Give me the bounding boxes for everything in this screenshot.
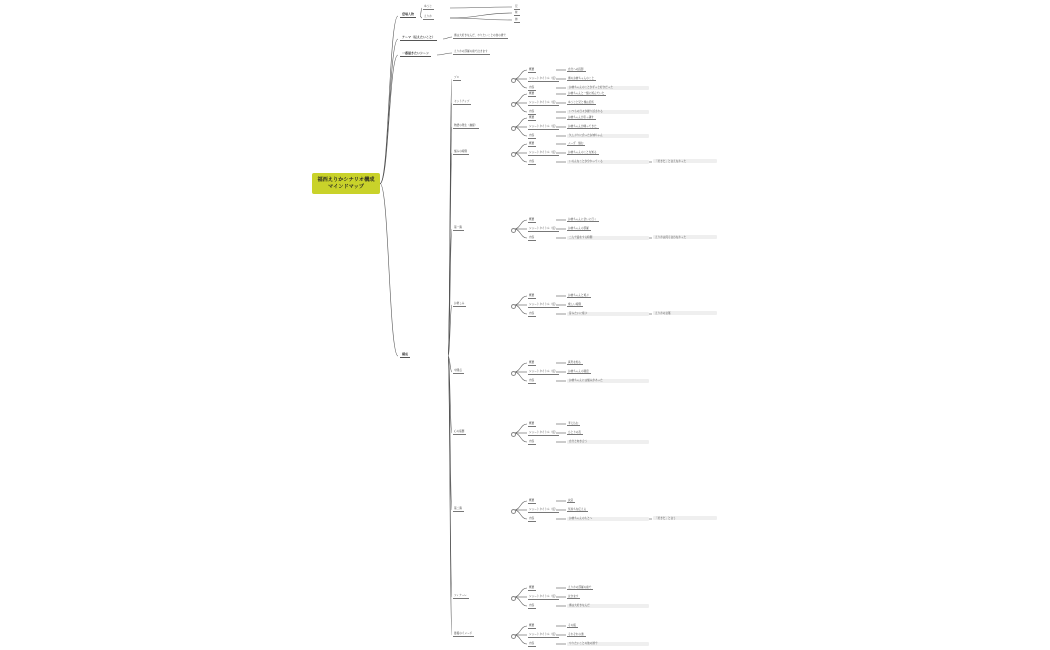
row-label[interactable]: 内容 bbox=[529, 517, 535, 520]
section-short[interactable]: お姉ちゃんの部屋 bbox=[568, 226, 589, 230]
relation-label[interactable]: 兄 bbox=[515, 5, 518, 8]
section-label[interactable]: 第二幕 bbox=[454, 507, 462, 510]
section-label[interactable]: 第一幕 bbox=[454, 226, 462, 229]
collapse-toggle-icon[interactable]: - bbox=[511, 78, 516, 83]
section-content[interactable]: 二人で話をする時間 bbox=[567, 236, 649, 240]
section-note[interactable]: 「好きだ」と言えなかった bbox=[653, 159, 717, 163]
row-label[interactable]: 概要 bbox=[529, 142, 535, 145]
section-label[interactable]: フィナーレ bbox=[454, 594, 467, 597]
row-label[interactable]: 内容 bbox=[529, 440, 535, 443]
row-label[interactable]: ショートタイトル（仮） bbox=[529, 431, 558, 434]
connector bbox=[514, 597, 527, 606]
section-content[interactable]: お姉ちゃんのことがずっと好きだった bbox=[567, 86, 649, 90]
row-label[interactable]: 内容 bbox=[529, 160, 535, 163]
collapse-toggle-icon[interactable]: - bbox=[511, 596, 516, 601]
connector bbox=[450, 18, 512, 20]
connector bbox=[380, 16, 398, 184]
row-label[interactable]: 内容 bbox=[529, 110, 535, 113]
connector bbox=[514, 153, 527, 162]
row-label[interactable]: 概要 bbox=[529, 499, 535, 502]
section-note[interactable]: 「好きだ」と言う bbox=[653, 516, 717, 520]
connector bbox=[514, 70, 527, 79]
section-summary[interactable]: ムーヴ 悩む bbox=[568, 141, 584, 145]
row-label[interactable]: 概要 bbox=[529, 294, 535, 297]
section-short[interactable]: 気持ちを伝える bbox=[568, 507, 587, 511]
connector bbox=[380, 39, 398, 184]
row-label[interactable]: 内容 bbox=[529, 379, 535, 382]
branch-characters[interactable]: 登場人物 bbox=[402, 12, 415, 16]
section-content[interactable]: やりたいことの他の道で bbox=[567, 642, 649, 646]
connector bbox=[514, 363, 527, 372]
section-short[interactable]: ひとりの夜 bbox=[568, 430, 581, 434]
wish-value[interactable]: えりかの部屋の前で泣きます bbox=[454, 50, 488, 53]
connector bbox=[514, 103, 527, 112]
section-content[interactable]: いろんなことが分かってくる bbox=[567, 160, 649, 164]
row-label[interactable]: 内容 bbox=[529, 312, 535, 315]
collapse-toggle-icon[interactable]: - bbox=[511, 371, 516, 376]
connector bbox=[514, 118, 527, 127]
section-content[interactable]: 僕は大好きなんだ bbox=[567, 604, 649, 608]
connector bbox=[514, 372, 527, 381]
row-label[interactable]: ショートタイトル（仮） bbox=[529, 370, 558, 373]
collapse-toggle-icon[interactable]: - bbox=[511, 509, 516, 514]
row-label[interactable]: ショートタイトル（仮） bbox=[529, 595, 558, 598]
relation-label[interactable]: 妹 bbox=[515, 11, 518, 14]
section-label[interactable]: 心の暗闇 bbox=[454, 430, 465, 433]
row-label[interactable]: ショートタイトル（仮） bbox=[529, 151, 558, 154]
section-summary[interactable]: お姉ちゃんと一緒に遊んでいた bbox=[568, 91, 605, 95]
section-note[interactable]: えりかは何も言わなかった bbox=[653, 235, 717, 239]
row-label[interactable]: 概要 bbox=[529, 361, 535, 364]
row-label[interactable]: 概要 bbox=[529, 116, 535, 119]
collapse-toggle-icon[interactable]: - bbox=[511, 126, 516, 131]
connector bbox=[514, 144, 527, 153]
relation-label[interactable]: 姉 bbox=[515, 18, 518, 21]
connector bbox=[450, 13, 512, 18]
row-label[interactable]: 概要 bbox=[529, 68, 535, 71]
connector bbox=[420, 16, 422, 18]
connector bbox=[450, 7, 512, 8]
section-short[interactable]: 泣きます bbox=[568, 594, 579, 598]
connector bbox=[380, 55, 398, 184]
row-label[interactable]: 内容 bbox=[529, 134, 535, 137]
connector bbox=[514, 510, 527, 519]
section-content[interactable]: いつもの日々が繰り返される bbox=[567, 110, 649, 114]
section-summary[interactable]: お姉ちゃんと遊ぶ bbox=[568, 293, 589, 297]
section-summary[interactable]: お姉ちゃんに会いに行く bbox=[568, 217, 597, 221]
section-short[interactable]: 僕のお姉ちゃんのこと bbox=[568, 76, 594, 80]
row-label[interactable]: ショートタイトル（仮） bbox=[529, 303, 558, 306]
section-summary[interactable]: 決意 bbox=[568, 498, 574, 502]
row-label[interactable]: 内容 bbox=[529, 642, 535, 645]
section-label[interactable]: プロ bbox=[454, 76, 460, 79]
connector bbox=[514, 588, 527, 597]
connector bbox=[514, 305, 527, 314]
row-label[interactable]: ショートタイトル（仮） bbox=[529, 125, 558, 128]
row-label[interactable]: ショートタイトル（仮） bbox=[529, 227, 558, 230]
row-label[interactable]: ショートタイトル（仮） bbox=[529, 633, 558, 636]
connector bbox=[437, 53, 452, 55]
connector bbox=[420, 8, 422, 16]
row-label[interactable]: 概要 bbox=[529, 624, 535, 627]
connector bbox=[514, 424, 527, 433]
connector bbox=[514, 79, 527, 88]
section-label[interactable]: セットアップ bbox=[454, 100, 470, 103]
row-label[interactable]: 概要 bbox=[529, 422, 535, 425]
collapse-toggle-icon[interactable]: - bbox=[511, 152, 516, 157]
collapse-toggle-icon[interactable]: - bbox=[511, 102, 516, 107]
section-summary[interactable]: えりかの部屋の前で bbox=[568, 585, 592, 589]
collapse-toggle-icon[interactable]: - bbox=[511, 228, 516, 233]
section-summary[interactable]: 真実を知る bbox=[568, 360, 581, 364]
connector bbox=[514, 94, 527, 103]
connector bbox=[443, 37, 452, 39]
section-content[interactable]: 久しぶりに会ったお姉ちゃん bbox=[567, 134, 649, 138]
row-label[interactable]: 概要 bbox=[529, 586, 535, 589]
character-item[interactable]: えりか bbox=[424, 15, 432, 18]
section-content[interactable]: 自分と向き合う bbox=[567, 440, 649, 444]
section-summary[interactable]: 自分への投影 bbox=[568, 67, 584, 71]
row-label[interactable]: ショートタイトル（仮） bbox=[529, 77, 558, 80]
collapse-toggle-icon[interactable]: - bbox=[511, 634, 516, 639]
section-label[interactable]: 中間点 bbox=[454, 369, 462, 372]
section-label[interactable]: 物語の発生（触媒） bbox=[454, 124, 478, 127]
section-short[interactable]: お姉ちゃんが帰ってきた bbox=[568, 124, 597, 128]
branch-structure[interactable]: 構成 bbox=[402, 352, 409, 356]
connector bbox=[514, 220, 527, 229]
section-content[interactable]: お姉ちゃんのもとへ bbox=[567, 517, 649, 521]
connector bbox=[514, 501, 527, 510]
section-summary[interactable]: その後 bbox=[568, 623, 576, 627]
section-short[interactable]: それぞれの道 bbox=[568, 632, 584, 636]
section-short[interactable]: 楽しい時間 bbox=[568, 302, 581, 306]
connector bbox=[514, 127, 527, 136]
section-label[interactable]: 悩みの時間 bbox=[454, 150, 467, 153]
row-label[interactable]: 内容 bbox=[529, 86, 535, 89]
root-topic[interactable]: 福西えりかシナリオ構成マインドマップ bbox=[312, 173, 380, 194]
row-label[interactable]: 内容 bbox=[529, 604, 535, 607]
theme-value[interactable]: 僕は大好きなんだ、やりたいことの他の道で bbox=[454, 34, 506, 37]
section-short[interactable]: お姉ちゃんのことを知る bbox=[568, 150, 597, 154]
connector bbox=[514, 296, 527, 305]
collapse-toggle-icon[interactable]: - bbox=[511, 304, 516, 309]
character-item[interactable]: ゆうじ bbox=[424, 5, 432, 8]
collapse-toggle-icon[interactable]: - bbox=[511, 432, 516, 437]
section-label[interactable]: お楽しみ bbox=[454, 302, 465, 305]
section-summary[interactable]: お姉ちゃんが引っ越す bbox=[568, 115, 594, 119]
row-label[interactable]: ショートタイトル（仮） bbox=[529, 101, 558, 104]
section-short[interactable]: ゆうじと兄と僕は近所 bbox=[568, 100, 594, 104]
section-content[interactable]: お姉ちゃんには悩みがあった bbox=[567, 379, 649, 383]
row-label[interactable]: 内容 bbox=[529, 236, 535, 239]
section-note[interactable]: えりかの言葉 bbox=[653, 311, 717, 315]
section-label[interactable]: 最後のイメージ bbox=[454, 632, 473, 635]
row-label[interactable]: ショートタイトル（仮） bbox=[529, 508, 558, 511]
section-short[interactable]: お姉ちゃんの秘密 bbox=[568, 369, 589, 373]
branch-theme[interactable]: テーマ（伝えたいこと） bbox=[402, 35, 436, 39]
connector bbox=[514, 433, 527, 442]
connector bbox=[514, 635, 527, 644]
connector bbox=[380, 184, 398, 357]
connector bbox=[514, 626, 527, 635]
row-label[interactable]: 概要 bbox=[529, 218, 535, 221]
section-content[interactable]: 昔みたいに遊ぶ bbox=[567, 312, 649, 316]
connector bbox=[514, 229, 527, 238]
section-summary[interactable]: 考え込む bbox=[568, 421, 579, 425]
branch-wish[interactable]: 一番描きたいシーン bbox=[402, 51, 429, 55]
row-label[interactable]: 概要 bbox=[529, 92, 535, 95]
